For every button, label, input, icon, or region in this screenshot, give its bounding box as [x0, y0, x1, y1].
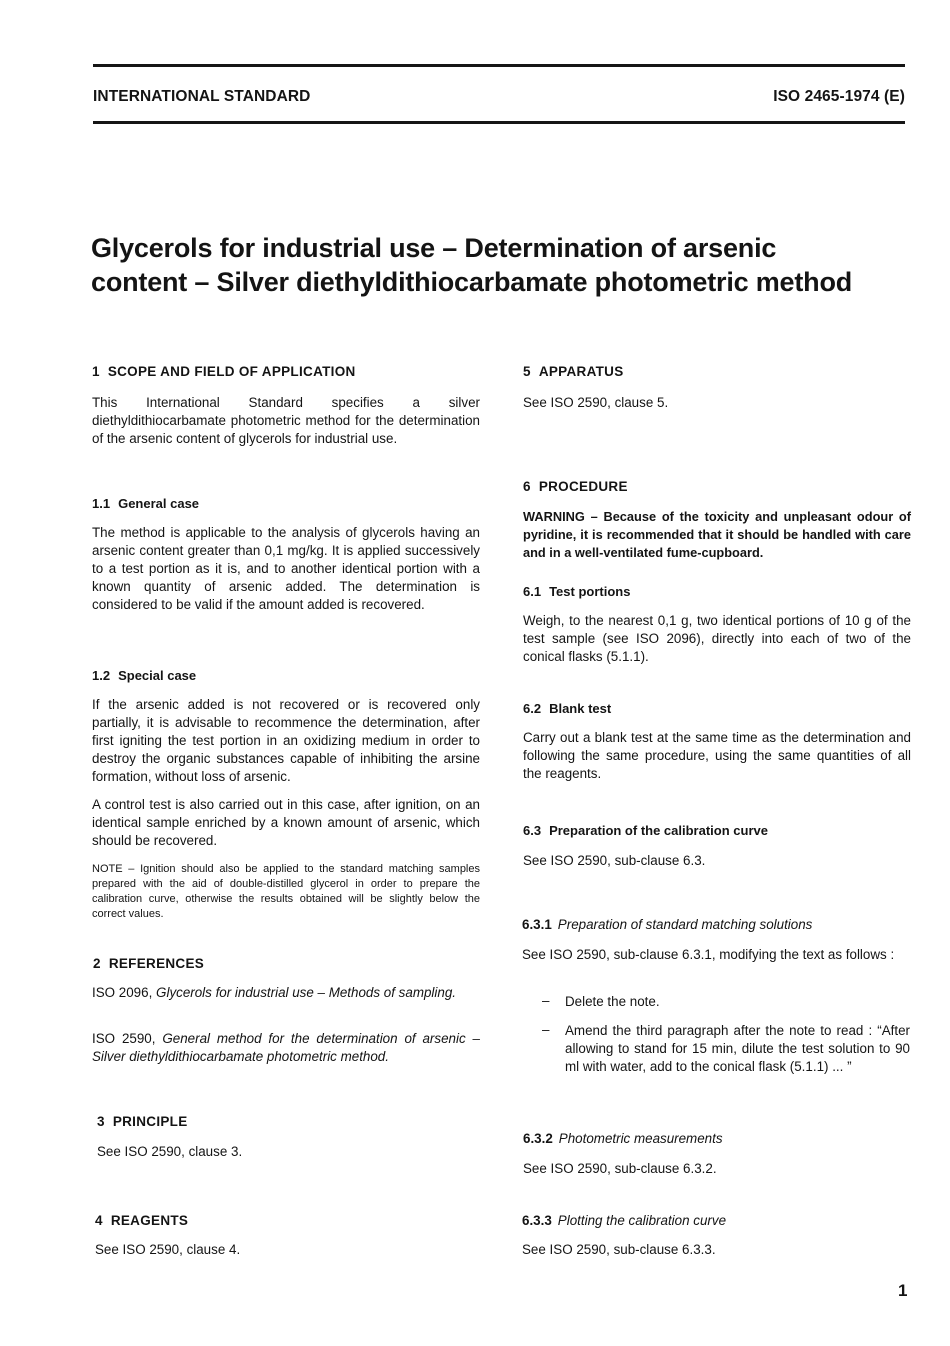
section-6-3-1-text: See ISO 2590, sub-clause 6.3.1, modifying the text as follows :	[522, 947, 895, 962]
section-6-3-heading	[523, 823, 768, 838]
section-number: 6	[523, 479, 531, 494]
header-document-code: ISO 2465-1974 (E)	[773, 88, 905, 105]
header-standard-label: INTERNATIONAL STANDARD	[93, 88, 311, 105]
reference-iso-2096	[92, 984, 480, 1002]
section-title: REAGENTS	[110, 1213, 189, 1228]
section-number: 6.3.3	[522, 1213, 552, 1228]
section-1-2-heading	[92, 668, 196, 683]
section-6-3-2-text: See ISO 2590, sub-clause 6.3.2.	[523, 1161, 717, 1176]
section-number: 1	[92, 364, 100, 379]
section-2-heading	[93, 956, 204, 971]
section-title: REFERENCES	[108, 956, 205, 971]
section-6-1-text: Weigh, to the nearest 0,1 g, two identical portions of 10 g of the test sample (see ISO 2096), directly into each of two of the conical flasks (5.1.1).	[523, 613, 911, 664]
list-bullet-dash: –	[542, 1022, 550, 1037]
safety-warning: WARNING – Because of the toxicity and unpleasant odour of pyridine, it is recommended that it should be handled with care and in a well-ventilated fume-cupboard.	[523, 509, 911, 560]
list-item-delete-note: Delete the note.	[565, 994, 660, 1009]
title-line-1: Glycerols for industrial use – Determination of arsenic	[91, 233, 777, 263]
section-number: 6.3.2	[523, 1131, 553, 1146]
document-title	[91, 231, 921, 299]
section-6-2-text: Carry out a blank test at the same time as the determination and following the same procedure, using the same quantities of all the reagents.	[523, 730, 911, 781]
reference-code: ISO 2096,	[92, 985, 153, 1000]
section-title: Plotting the calibration curve	[557, 1213, 727, 1228]
reference-code: ISO 2590,	[92, 1031, 156, 1046]
section-6-3-3-heading	[522, 1213, 726, 1228]
section-1-1-text: The method is applicable to the analysis of glycerols having an arsenic content greater than 0,1 mg/kg. It is applied successively to a test portion as it is, and to another identical portion with a known quantity of arsenic added. The determination is considered to be valid if the amount added is recovered.	[92, 525, 480, 612]
section-number: 2	[93, 956, 101, 971]
section-title: Test portions	[549, 584, 631, 599]
section-3-text: See ISO 2590, clause 3.	[97, 1144, 243, 1159]
section-number: 6.1	[523, 584, 542, 599]
page-number: 1	[898, 1281, 908, 1300]
section-number: 1.2	[92, 668, 111, 683]
reference-title: Glycerols for industrial use – Methods of sampling.	[156, 985, 456, 1000]
section-1-2-note: NOTE – Ignition should also be applied to the standard matching samples prepared with the aid of double-distilled glycerol in order to prepare the calibration curve, otherwise the results obtained will be slightly below the correct values.	[92, 863, 480, 920]
section-1-2-text-1: If the arsenic added is not recovered or is recovered only partially, it is advisable to recommence the determination, after first igniting the test portion in an oxidizing medium in order to destroy the organic substances capable of inhibiting the arsine formation, without loss of arsenic.	[92, 697, 480, 784]
section-6-3-3-text: See ISO 2590, sub-clause 6.3.3.	[522, 1242, 716, 1257]
section-5-text: See ISO 2590, clause 5.	[523, 395, 669, 410]
reference-iso-2590	[92, 1030, 480, 1066]
section-number: 1.1	[92, 496, 111, 511]
section-1-text: This International Standard specifies a silver diethyldithiocarbamate photometric method for the determination of the arsenic content of glycerols for industrial use.	[92, 395, 480, 446]
section-6-1-heading	[523, 584, 630, 599]
section-title: Blank test	[549, 701, 612, 716]
section-6-3-2-heading	[523, 1131, 723, 1146]
section-number: 6.2	[523, 701, 542, 716]
section-number: 3	[97, 1114, 105, 1129]
section-title: Photometric measurements	[558, 1131, 723, 1146]
section-title: Preparation of standard matching solutions	[557, 917, 813, 932]
section-3-heading	[97, 1114, 188, 1129]
section-title: Special case	[118, 668, 197, 683]
section-number: 6.3	[523, 823, 542, 838]
section-4-text: See ISO 2590, clause 4.	[95, 1242, 241, 1257]
section-6-3-text: See ISO 2590, sub-clause 6.3.	[523, 853, 706, 868]
section-title: APPARATUS	[538, 364, 624, 379]
section-number: 6.3.1	[522, 917, 552, 932]
section-title: PROCEDURE	[538, 479, 628, 494]
section-5-heading	[523, 364, 624, 379]
section-1-heading	[92, 364, 356, 379]
header-top-rule	[93, 64, 905, 67]
section-number: 4	[95, 1213, 103, 1228]
section-6-heading	[523, 479, 628, 494]
section-title: PRINCIPLE	[112, 1114, 188, 1129]
header-bottom-rule	[93, 121, 905, 124]
section-6-3-1-heading	[522, 917, 812, 932]
section-6-2-heading	[523, 701, 611, 716]
list-bullet-dash: –	[542, 993, 550, 1008]
section-title: SCOPE AND FIELD OF APPLICATION	[107, 364, 356, 379]
section-title: General case	[118, 496, 200, 511]
section-4-heading	[95, 1213, 188, 1228]
reference-title: General method for the determination of arsenic – Silver diethyldithiocarbamate photometric method.	[92, 1031, 480, 1064]
section-1-1-heading	[92, 496, 199, 511]
section-number: 5	[523, 364, 531, 379]
title-line-2: content – Silver diethyldithiocarbamate photometric method	[91, 267, 853, 297]
list-item-amend-paragraph: Amend the third paragraph after the note to read : “After allowing to stand for 15 min, dilute the test solution to 90 ml with water, add to the conical flask (5.1.1) ... ”	[565, 1023, 910, 1074]
section-1-2-text-2: A control test is also carried out in this case, after ignition, on an identical sample enriched by a known amount of arsenic, which should be recovered.	[92, 797, 480, 848]
section-title: Preparation of the calibration curve	[549, 823, 768, 838]
